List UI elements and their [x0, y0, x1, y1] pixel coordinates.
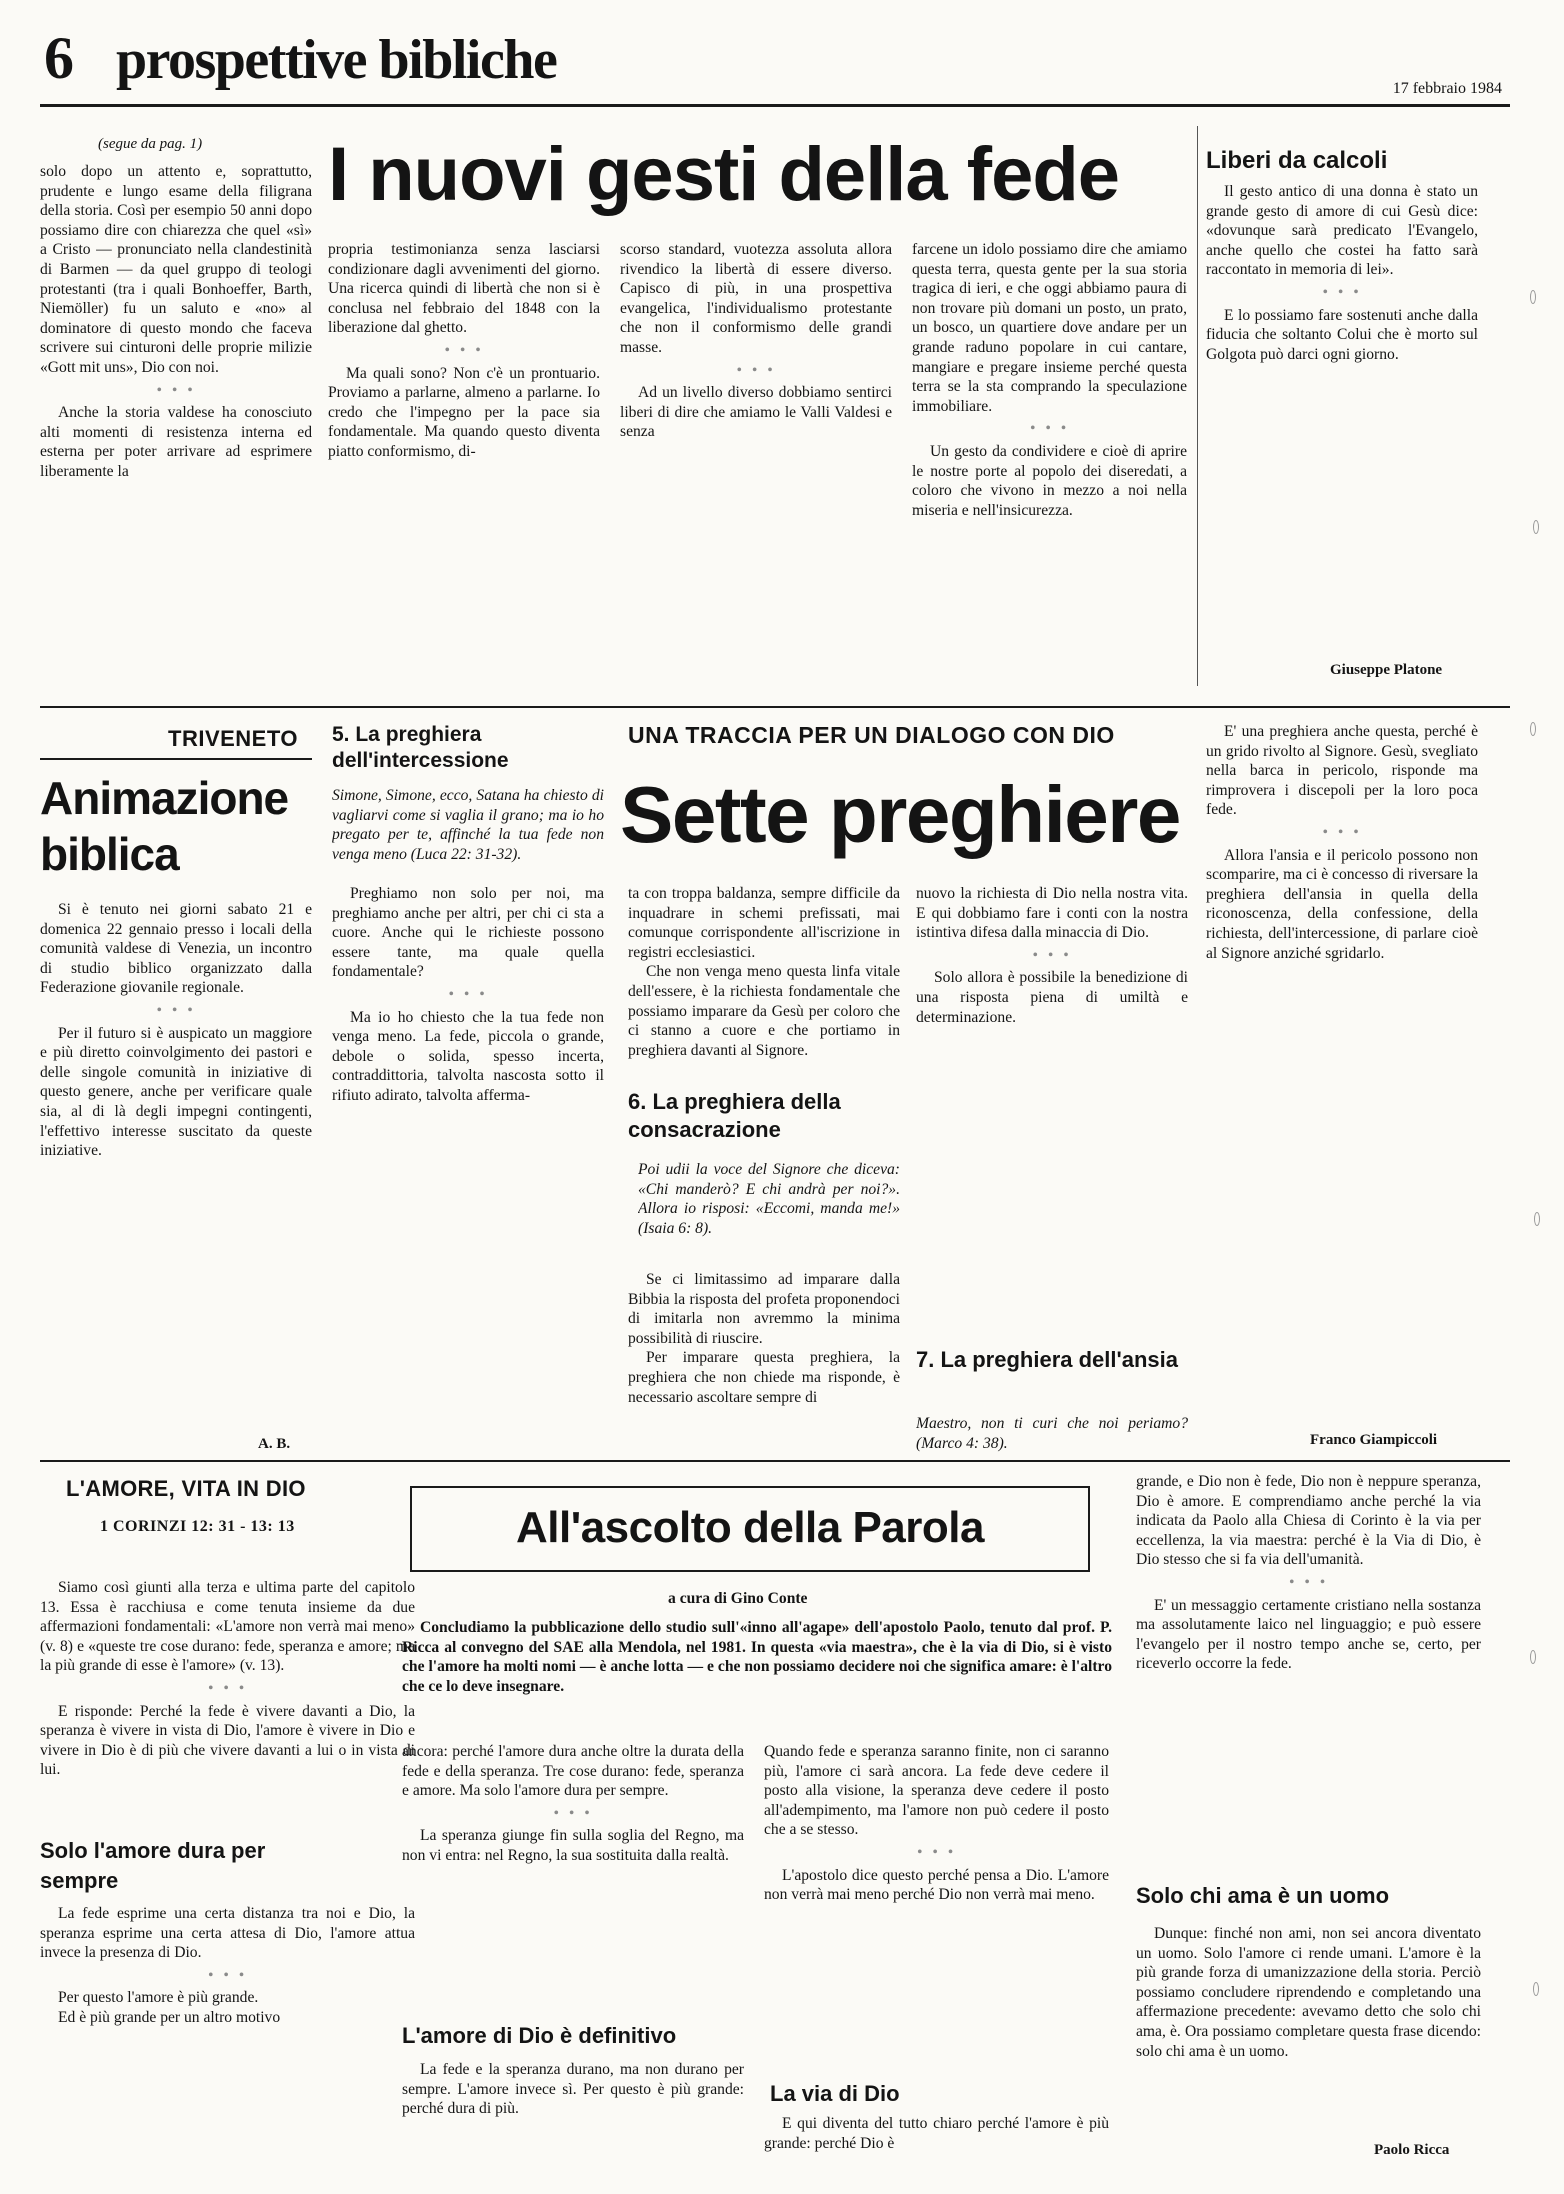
scan-speck	[1530, 1650, 1536, 1664]
amore-sub-1: Solo l'amore dura per sempre	[40, 1838, 266, 1893]
lead-col2-end: Ma quali sono? Non c'è un prontuario. Proviamo a parlarne, almeno a parlarne. Io credo che l'impegno per la pace sia fondamentale. Ma quando questo diventa piatto conformismo, di-	[328, 364, 600, 460]
amore-sub-1-end: Per questo l'amore è più grande.	[58, 1989, 259, 2007]
ascolto-col-b-start: Quando fede e speranza saranno finite, non ci saranno più, l'amore ci sarà ancora. La fede deve cedere il posto alla visione, la speranza deve cedere il posto all'adempimento, ma l'amore non può cedere il posto che a se stesso.	[764, 1743, 1109, 1839]
prayer-7-title: 7. La preghiera dell'ansia	[916, 1347, 1179, 1372]
amore-reference: 1 CORINZI 12: 31 - 13: 13	[100, 1518, 295, 1535]
ascolto-sub-4: Solo chi ama è un uomo	[1136, 1883, 1390, 1908]
ascolto-sub-2-text: La fede e la speranza durano, ma non durano per sempre. L'amore invece sì. Per questo è più grande: perché dura di più.	[402, 2061, 744, 2118]
triveneto-rule	[40, 758, 312, 760]
lead-column-2: propria testimonianza senza lasciarsi condizionare dagli avvenimenti del giorno. Una ricerca quindi di libertà che non si è conclusa nel febbraio del 1848 con la liberazione dal ghetto. • • • Ma quali sono? Non c'è un prontuario. Proviamo a parlarne, almeno a parlarne. Io credo che l'impegno per la pace sia fondamentale. Ma quando questo diventa piatto conformismo, di-	[328, 241, 600, 460]
ascolto-sub-3: La via di Dio	[770, 2081, 900, 2106]
scan-speck	[1533, 520, 1539, 534]
scan-speck	[1530, 722, 1536, 736]
col-b-end: Che non venga meno questa linfa vitale dell'essere, è la richiesta fondamentale che possiamo imparare da Gesù per coloro che ci stanno a cuore e che portiamo in preghiera davanti al Signore.	[628, 963, 900, 1059]
ascolto-sub-2: L'amore di Dio è definitivo	[402, 2023, 677, 2048]
ascolto-sub-4-body	[1136, 1924, 1481, 2114]
section-rule-2	[40, 1460, 1510, 1462]
amore-body: Siamo così giunti alla terza e ultima parte del capitolo 13. Essa è racchiusa e come tenuta insieme da due affermazioni fondamentali: «L'amore non verrà mai meno» (v. 8) e «queste tre cose durano: fede, speranza e amore; ma la più grande di esse è l'amore» (v. 13). • • • E risponde: Perché la fede è vivere davanti a Dio, la speranza è vivere in vista di Dio, l'amore è vivere in Dio e vivere in Dio è di più che vivere davanti a lui o in vista di lui.	[40, 1579, 415, 1779]
sidebar-body: Il gesto antico di una donna è stato un grande gesto di amore di cui Gesù dice: «dovunque sarà predicato l'Evangelo, anche quello che costei ha fatto sarà raccontato in memoria di lei». • • • E lo possiamo fare sostenuti anche dalla fiducia che soltanto Colui che è morto sul Golgota può darci ogni giorno.	[1206, 183, 1478, 363]
prayer-6-start: Se ci limitassimo ad imparare dalla Bibbia la risposta del profeta proponendoci di imitarla non avremmo la minima possibilità di riuscire.	[628, 1271, 900, 1347]
preghiere-author: Franco Giampiccoli	[1310, 1432, 1438, 1448]
ascolto-column-b: Quando fede e speranza saranno finite, non ci saranno più, l'amore ci sarà ancora. La fede deve cedere il posto alla visione, la speranza deve cedere il posto all'adempimento, ma l'amore non può cedere il posto che a se stesso. • • • L'apostolo dice questo perché pensa a Dio. L'amore non verrà mai meno perché Dio non verrà mai meno.	[764, 1743, 1109, 1904]
preghiere-column-d: E' una preghiera anche questa, perché è un grido rivolto al Signore. Gesù, svegliato nella barca in pericolo, risponde ma rimprovera i discepoli per la loro poca fede. • • • Allora l'ansia e il pericolo possono non scomparire, ma ci è concesso di riversare la preghiera dell'ansia in quella della riconoscenza, della confessione, della richiesta, dell'intercessione, di parlare cioè al Signore anziché sgridarlo.	[1206, 723, 1478, 962]
ascolto-title: All'ascolto della Parola	[516, 1503, 984, 1552]
animazione-text-end: Per il futuro si è auspicato un maggiore e più diretto coinvolgimento dei pastori e delle singole comunità in iniziative di questo genere, anche per verificare quale sia, al di là degli impegni contingenti, l'effettivo interesse suscitato da queste iniziative.	[40, 1024, 312, 1160]
scan-speck	[1534, 1212, 1540, 1226]
ascolto-sub-4-text: Dunque: finché non ami, non sei ancora diventato un uomo. Solo l'amore ci rende umani. L'amore è la più grande forza di umanizzazione della storia. Perciò possiamo concludere riprendendo e completando una affermazione precedente: avevamo detto che solo chi ama, è. Ora possiamo completare questa frase dicendo: solo chi ama è un uomo.	[1136, 1925, 1481, 2060]
preghiere-headline: Sette preghiere	[620, 770, 1180, 859]
lead-col3-end: Ad un livello diverso dobbiamo sentirci liberi di dire che amiamo le Valli Valdesi e senza	[620, 384, 892, 441]
section-title: prospettive bibliche	[116, 29, 557, 91]
amore-sub-1-start: La fede esprime una certa distanza tra noi e Dio, la speranza esprime una certa attesa di Dio, l'amore attua invece la presenza di Dio.	[40, 1905, 415, 1962]
prayer-5-title: 5. La preghiera dell'intercessione	[332, 723, 509, 772]
masthead-rule	[40, 104, 1510, 107]
ascolto-col-c-end: E' un messaggio certamente cristiano nella sostanza ma assolutamente laico nel linguaggio; e può essere l'evangelo per il nostro tempo anche se, certo, per riceverlo occorre la fede.	[1136, 1596, 1481, 1673]
lead-col4-end: Un gesto da condividere e cioè di aprire le nostre porte al popolo dei diseredati, a coloro che vivono in mezzo a noi nella miseria e nell'insicurezza.	[912, 442, 1187, 519]
amore-title: L'AMORE, VITA IN DIO	[66, 1476, 306, 1501]
animazione-title: Animazione biblica	[40, 772, 289, 880]
ascolto-sub-3-text: E qui diventa del tutto chiaro perché l'amore è più grande: perché Dio è	[764, 2115, 1109, 2152]
prayer-6-title: 6. La preghiera della consacrazione	[628, 1089, 841, 1142]
continued-note: (segue da pag. 1)	[98, 136, 203, 152]
prayer-5-quote: Simone, Simone, ecco, Satana ha chiesto di vagliarvi come si vaglia il grano; ma io ho pregato per te, affinché la tua fede non venga meno (Luca 22: 31-32).	[332, 787, 604, 863]
sidebar-title: Liberi da calcoli	[1206, 147, 1388, 174]
prayer-6-quote: Poi udii la voce del Signore che diceva: «Chi manderò? E chi andrà per noi?». Allora io risposi: «Eccomi, manda me!» (Isaia 6: 8).	[638, 1161, 900, 1237]
ascolto-column-c: grande, e Dio non è fede, Dio non è neppure speranza, Dio è amore. E comprendiamo anche perché la via indicata da Paolo alla Chiesa di Corinto è la via per eccellenza, la via maestra: perché è la Via di Dio, è Dio stesso che si fa via dell'umanità. • • • E' un messaggio certamente cristiano nella sostanza ma assolutamente laico nel linguaggio; e può essere l'evangelo per il nostro tempo anche se, certo, per riceverlo occorre la fede.	[1136, 1473, 1481, 1673]
prayer-5-body: Preghiamo non solo per noi, ma preghiamo anche per altri, per chi ci sta a cuore. Anche qui le richieste possono essere tante, ma quale quella fondamentale? • • • Ma io ho chiesto che la tua fede non venga meno. La fede, piccola o grande, debole o solida, spesso incerta, contraddittoria, talvolta nascosta sotto il rifiuto adirato, talvolta afferma-	[332, 885, 604, 1104]
lead-col3-start: scorso standard, vuotezza assoluta allora rivendico la libertà di essere diverso. Capisco di più, in una prospettiva evangelica, l'individualismo protestante che non il conformismo delle grandi masse.	[620, 241, 892, 356]
col-c-start: nuovo la richiesta di Dio nella nostra vita. E qui dobbiamo fare i conti con la nostra istintiva difesa dalla minaccia di Dio.	[916, 885, 1188, 942]
ascolto-byline: a cura di Gino Conte	[668, 1590, 808, 1607]
animazione-body: Si è tenuto nei giorni sabato 21 e domenica 22 gennaio presso i locali della comunità valdese di Venezia, un incontro di studio biblico organizzato dalla Federazione giovanile regionale. • • • Per il futuro si è auspicato un maggiore e più diretto coinvolgimento dei pastori e delle singole comunità in iniziative di questo genere, anche per verificare quale sia, al di là degli impegni contingenti, l'effettivo interesse suscitato da queste iniziative.	[40, 901, 312, 1160]
page-number: 6	[44, 25, 74, 91]
triveneto-kicker: TRIVENETO	[168, 726, 299, 751]
preghiere-column-c: nuovo la richiesta di Dio nella nostra vita. E qui dobbiamo fare i conti con la nostra istintiva difesa dalla minaccia di Dio. • • • Solo allora è possibile la benedizione di una risposta piena di umiltà e determinazione.	[916, 885, 1188, 1026]
col-b-start: ta con troppa baldanza, sempre difficile da inquadrare in schemi prefissati, mai comunque corrispondente all'iscrizione in registri ecclesiastici.	[628, 885, 900, 961]
lead-column-1: solo dopo un attento e, soprattutto, prudente e lungo esame della filigrana della storia. Così per esempio 50 anni dopo possiamo dire con chiarezza che quel «sì» a Cristo — pronunciato nella clandestinità di Barmen — da quel gruppo di teologi protestanti (tra i quali Bonhoeffer, Barth, Niemöller) fu un saluto e «no» al dominatore di questo mondo che faceva scrivere sui cinturoni delle proprie milizie «Gott mit uns», Dio con noi. • • • Anche la storia valdese ha conosciuto alti momenti di resistenza interna ed esterna per poter arrivare ad esprimere liberamente la	[40, 163, 312, 480]
lead-headline: I nuovi gesti della fede	[328, 132, 1120, 217]
preghiere-column-b	[628, 884, 900, 1074]
masthead	[40, 22, 1510, 102]
lead-col1-end: Anche la storia valdese ha conosciuto alti momenti di resistenza interna ed esterna per poter arrivare ad esprimere liberamente la	[40, 404, 312, 480]
ascolto-col-b-end: L'apostolo dice questo perché pensa a Dio. L'amore non verrà mai meno perché Dio non verrà mai meno.	[764, 1866, 1109, 1904]
sidebar-divider	[1197, 126, 1198, 686]
animazione-author: A. B.	[258, 1436, 291, 1452]
amore-text-end: E risponde: Perché la fede è vivere davanti a Dio, la speranza è vivere in vista di Dio, l'amore è vivere in Dio e vivere in Dio è di più che vivere davanti a lui o in vista di lui.	[40, 1702, 415, 1779]
lead-col1-start: solo dopo un attento e, soprattutto, prudente e lungo esame della filigrana della storia. Così per esempio 50 anni dopo possiamo dire con chiarezza che quel «sì» a Cristo — pronunciato nella clandestinità di Barmen — da quel gruppo di teologi protestanti (tra i quali Bonhoeffer, Barth, Niemöller) fu un saluto e «no» al dominatore di questo mondo che faceva scrivere sui cinturoni delle proprie milizie «Gott mit uns», Dio con noi.	[40, 163, 312, 376]
prayer-6-end: Per imparare questa preghiera, la preghiera che non chiede ma risponde, è necessario ascoltare sempre di	[628, 1349, 900, 1406]
preghiere-kicker: UNA TRACCIA PER UN DIALOGO CON DIO	[628, 722, 1115, 748]
amore-sub-1-last: Ed è più grande per un altro motivo	[58, 2008, 281, 2026]
ascolto-col-c-start: grande, e Dio non è fede, Dio non è neppure speranza, Dio è amore. E comprendiamo anche perché la via indicata da Paolo alla Chiesa di Corinto è la via per eccellenza, la via maestra: perché è la Via di Dio, è Dio stesso che si fa via dell'umanità.	[1136, 1473, 1481, 1569]
lead-column-4: farcene un idolo possiamo dire che amiamo questa terra, questa gente per la sua storia tragica di ieri, e che oggi abbiamo paura di non trovare più domani un posto, un prato, un bosco, un quartiere dove andare per un grande raduno popolare in cui cantare, mangiare e pregare insieme perché questa terra se la sta comprando la speculazione immobiliare. • • • Un gesto da condividere e cioè di aprire le nostre porte al popolo dei diseredati, a coloro che vivono in mezzo a noi nella miseria e nell'insicurezza.	[912, 241, 1187, 519]
lead-column-3: scorso standard, vuotezza assoluta allora rivendico la libertà di essere diverso. Capisco di più, in una prospettiva evangelica, l'individualismo protestante che non il conformismo delle grandi masse. • • • Ad un livello diverso dobbiamo sentirci liberi di dire che amiamo le Valli Valdesi e senza	[620, 241, 892, 441]
sidebar-text-start: Il gesto antico di una donna è stato un grande gesto di amore di cui Gesù dice: «dovunque sarà predicato l'Evangelo, anche quello che costei ha fatto sarà raccontato in memoria di lei».	[1206, 183, 1478, 279]
col-c-end: Solo allora è possibile la benedizione di una risposta piena di umiltà e determinazione.	[916, 969, 1188, 1026]
prayer-7-quote: Maestro, non ti curi che noi periamo? (Marco 4: 38).	[916, 1415, 1188, 1452]
sidebar-text-end: E lo possiamo fare sostenuti anche dalla fiducia che soltanto Colui che è morto sul Golgota può darci ogni giorno.	[1206, 306, 1478, 363]
prayer-5-start: Preghiamo non solo per noi, ma preghiamo anche per altri, per chi ci sta a cuore. Anche qui le richieste possono essere tante, ma quale quella fondamentale?	[332, 885, 604, 981]
amore-text-start: Siamo così giunti alla terza e ultima parte del capitolo 13. Essa è racchiusa e come tenuta insieme da due affermazioni fondamentali: «L'amore non verrà mai meno» (v. 8) e «queste tre cose durano: fede, speranza e amore; ma la più grande di esse è l'amore» (v. 13).	[40, 1579, 415, 1675]
ascolto-author: Paolo Ricca	[1374, 2142, 1450, 2158]
ascolto-column-a: ancora: perché l'amore dura anche oltre la durata della fede e della speranza. Tre cose durano: fede, speranza e amore. Ma solo l'amore dura per sempre. • • • La speranza giunge fin sulla soglia del Regno, ma non vi entra: nel Regno, la sua sostituita dalla realtà.	[402, 1743, 744, 1864]
section-rule-1	[40, 706, 1510, 708]
ascolto-col-a-start: ancora: perché l'amore dura anche oltre la durata della fede e della speranza. Tre cose durano: fede, speranza e amore. Ma solo l'amore dura per sempre.	[402, 1743, 744, 1800]
sidebar-author: Giuseppe Platone	[1330, 662, 1443, 678]
scan-speck	[1530, 290, 1536, 304]
ascolto-intro: Concludiamo la pubblicazione dello studio sull'«inno all'agape» dell'apostolo Paolo, tenuto dal prof. P. Ricca al convegno del SAE alla Mendola, nel 1981. In questa «via maestra», che è la via di Dio, si è visto che l'amore ha molti nomi — è anche lotta — e che non possiamo decidere noi che significa amare: è l'altro che ce lo deve insegnare.	[402, 1619, 1112, 1695]
ascolto-title-box	[410, 1486, 1090, 1572]
col-d-end: Allora l'ansia e il pericolo possono non scomparire, ma ci è concesso di riversare la preghiera dell'ansia in quella della riconoscenza, della confessione, della richiesta, dell'intercessione, di parlare cioè al Signore anziché sgridarlo.	[1206, 846, 1478, 962]
lead-col4-start: farcene un idolo possiamo dire che amiamo questa terra, questa gente per la sua storia tragica di ieri, e che oggi abbiamo paura di non trovare più domani un posto, un prato, un bosco, un quartiere dove andare per un grande raduno popolare in cui cantare, mangiare e pregare insieme perché questa terra se la sta comprando la speculazione immobiliare.	[912, 241, 1187, 415]
lead-col2-start: propria testimonianza senza lasciarsi condizionare dagli avvenimenti del giorno. Una ricerca quindi di libertà che non si è conclusa nel febbraio del 1848 con la liberazione dal ghetto.	[328, 241, 600, 337]
amore-sub-1-body: La fede esprime una certa distanza tra noi e Dio, la speranza esprime una certa attesa di Dio, l'amore attua invece la presenza di Dio. • • • Per questo l'amore è più grande. Ed è più grande per un altro motivo	[40, 1905, 415, 2026]
issue-date: 17 febbraio 1984	[1392, 80, 1502, 97]
prayer-5-end: Ma io ho chiesto che la tua fede non venga meno. La fede, piccola o grande, debole o solida, spesso incerta, contraddittoria, talvolta nascosta sotto il rifiuto adirato, talvolta afferma-	[332, 1008, 604, 1104]
scan-speck	[1533, 1982, 1539, 1996]
animazione-text-start: Si è tenuto nei giorni sabato 21 e domenica 22 gennaio presso i locali della comunità valdese di Venezia, un incontro di studio biblico organizzato dalla Federazione giovanile regionale.	[40, 901, 312, 997]
ascolto-sub-2-body	[402, 2060, 744, 2140]
col-d-start: E' una preghiera anche questa, perché è un grido rivolto al Signore. Gesù, svegliato nella barca in pericolo, risponde ma rimprovera i discepoli per la loro poca fede.	[1206, 723, 1478, 819]
ascolto-col-a-end: La speranza giunge fin sulla soglia del Regno, ma non vi entra: nel Regno, la sua sostituita dalla realtà.	[402, 1827, 744, 1864]
prayer-6-body	[628, 1270, 900, 1442]
ascolto-sub-3-body	[764, 2114, 1109, 2158]
